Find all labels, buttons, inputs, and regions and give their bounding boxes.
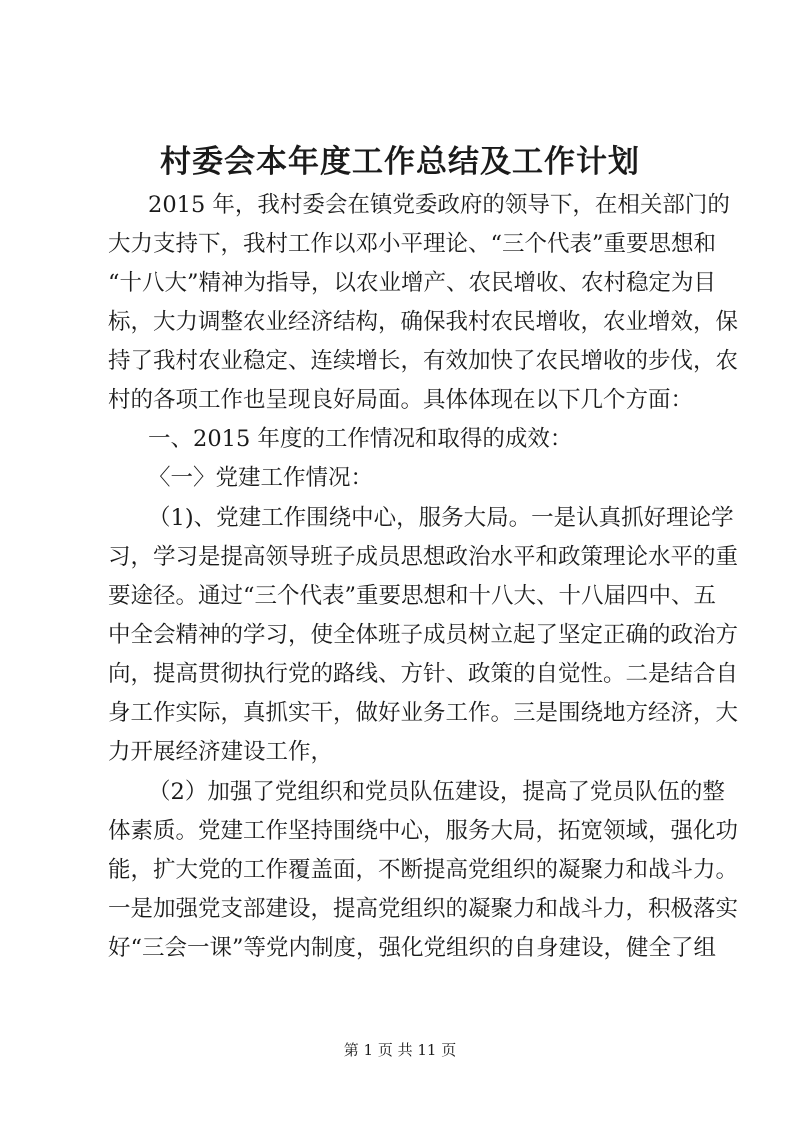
subsection-heading: 〈一〉党建工作情况：	[148, 465, 374, 491]
section-heading: 一、2015 年度的工作情况和取得的成效：	[148, 426, 573, 452]
text-line: 持了我村农业稳定、连续增长，有效加快了农民增收的步伐，农	[108, 348, 739, 374]
text-line: 好“三会一课”等党内制度，强化党组织的自身建设，健全了组	[108, 935, 717, 961]
text-line: 习，学习是提高领导班子成员思想政治水平和政策理论水平的重	[108, 544, 739, 570]
text-line: 中全会精神的学习，使全体班子成员树立起了坚定正确的政治方	[108, 622, 739, 648]
text-line: （1)、党建工作围绕中心，服务大局。一是认真抓好理论学	[148, 505, 734, 531]
text-line: （2）加强了党组织和党员队伍建设，提高了党员队伍的整	[148, 779, 725, 805]
page-number: 第 1 页 共 11 页	[343, 1041, 457, 1059]
document-title: 村委会本年度工作总结及工作计划	[160, 144, 640, 180]
text-line: 村的各项工作也呈现良好局面。具体体现在以下几个方面：	[108, 387, 694, 413]
text-line: 标，大力调整农业经济结构，确保我村农民增收，农业增效，保	[108, 309, 739, 335]
text-line: “十八大”精神为指导，以农业增产、农民增收、农村稳定为目	[108, 270, 717, 296]
text-line: 大力支持下，我村工作以邓小平理论、“三个代表”重要思想和	[108, 231, 717, 257]
text-line: 要途径。通过“三个代表”重要思想和十八大、十八届四中、五	[108, 583, 717, 609]
text-line: 一是加强党支部建设，提高党组织的凝聚力和战斗力，积极落实	[108, 896, 739, 922]
text-line: 力开展经济建设工作，	[108, 739, 334, 765]
text-line: 身工作实际，真抓实干，做好业务工作。三是围绕地方经济，大	[108, 700, 739, 726]
page-footer	[0, 1040, 800, 1060]
text-line: 向，提高贯彻执行党的路线、方针、政策的自觉性。二是结合自	[108, 661, 739, 687]
text-line: 2015 年，我村委会在镇党委政府的领导下，在相关部门的	[148, 192, 730, 218]
text-line: 体素质。党建工作坚持围绕中心，服务大局，拓宽领域，强化功	[108, 818, 739, 844]
text-line: 能，扩大党的工作覆盖面，不断提高党组织的凝聚力和战斗力。	[108, 857, 739, 883]
